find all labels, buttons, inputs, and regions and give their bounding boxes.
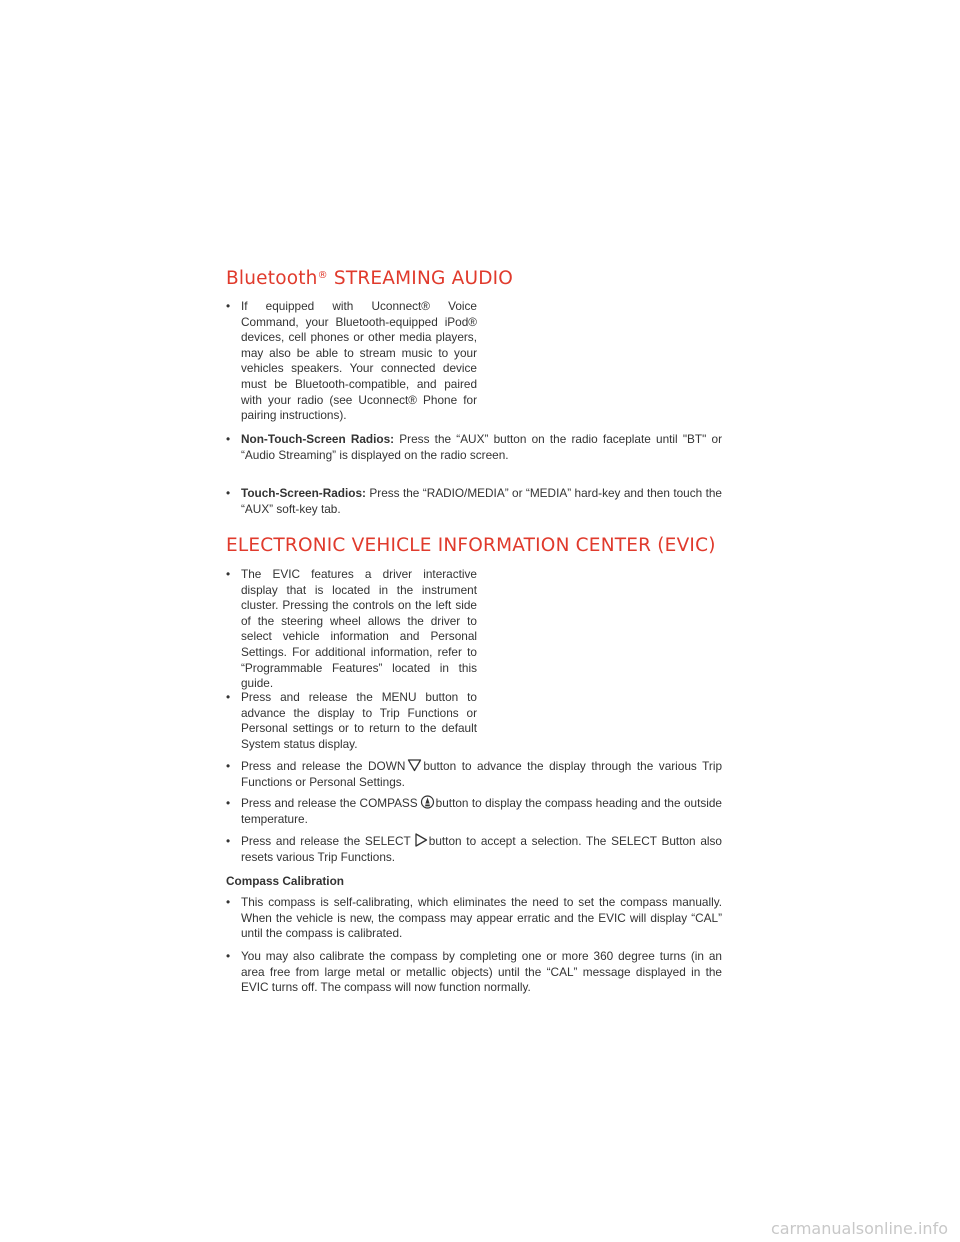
item-label: Touch-Screen-Radios: — [241, 486, 366, 500]
subheading-compass-calibration: Compass Calibration — [226, 874, 344, 888]
down-arrow-icon — [407, 758, 422, 772]
list-item — [226, 895, 722, 942]
item-text: Press the “RADIO/MEDIA” or “MEDIA” hard-key and then touch the “AUX” soft-key tab. — [241, 486, 722, 516]
section-title-bluetooth — [226, 268, 513, 289]
bullet: • — [226, 796, 231, 810]
item-text: button to display the compass heading and the outside temperature. — [241, 796, 722, 826]
bullet: • — [226, 759, 231, 773]
list-item — [226, 949, 722, 996]
item-label: Non-Touch-Screen Radios: — [241, 432, 395, 446]
title-suffix: STREAMING AUDIO — [327, 268, 514, 289]
item-text: Press and release the DOWN — [241, 759, 406, 773]
bullet: • — [226, 949, 231, 963]
section-title-evic: ELECTRONIC VEHICLE INFORMATION CENTER (EVIC) — [226, 535, 716, 556]
item-text: Press and release the MENU button to advance the display to Trip Functions or Personal settings or to return to the default System status display. — [241, 690, 477, 751]
list-item — [226, 795, 722, 827]
bullet: • — [226, 895, 231, 909]
bullet: • — [226, 486, 231, 500]
list-item — [226, 299, 477, 424]
item-text: This compass is self-calibrating, which eliminates the need to set the compass manually. When the vehicle is new, the compass may appear erratic and the EVIC will display “CAL” until the compass is calibrated. — [241, 895, 722, 941]
bullet: • — [226, 299, 231, 313]
bullet: • — [226, 834, 231, 848]
watermark-logo[interactable]: carmanualsonline.info — [770, 1219, 948, 1238]
item-text: Press and release the SELECT — [241, 834, 411, 848]
item-text: button to advance the display through the various Trip Functions or Personal Settings. — [241, 759, 723, 789]
select-arrow-icon — [413, 833, 428, 847]
bullet: • — [226, 432, 231, 446]
registered-mark: ® — [317, 270, 328, 281]
list-item — [226, 758, 722, 790]
compass-icon — [420, 795, 435, 809]
item-text: If equipped with Uconnect® Voice Command, your Bluetooth-equipped iPod® devices, cell phones or other media players, may also be able to stream music to your vehicles speakers. Your connected device must be Bluetooth-compatible, and paired with your radio (see Uconnect® Phone for pairing instructions). — [241, 299, 477, 423]
list-item — [226, 690, 477, 752]
title-prefix: Bluetooth — [226, 268, 318, 289]
list-item — [226, 486, 722, 517]
item-text: The EVIC features a driver interactive display that is located in the instrument cluster. Pressing the controls on the left side of the steering wheel allows the driver to select vehicle information and Personal Settings. For additional information, refer to “Programmable Features” located in this guide. — [241, 567, 477, 691]
list-item — [226, 567, 477, 692]
item-text: Press the “AUX” button on the radio faceplate until "BT" or “Audio Streaming” is displayed on the radio screen. — [241, 432, 722, 462]
list-item — [226, 432, 722, 463]
item-text: You may also calibrate the compass by completing one or more 360 degree turns (in an area free from large metal or metallic objects) until the “CAL” message displayed in the EVIC turns off. The compass will now function normally. — [241, 949, 722, 995]
bullet: • — [226, 567, 231, 581]
bullet: • — [226, 690, 231, 704]
item-text: Press and release the COMPASS — [241, 796, 418, 810]
item-text: button to accept a selection. The SELECT Button also resets various Trip Functions. — [241, 834, 722, 864]
list-item — [226, 833, 722, 865]
